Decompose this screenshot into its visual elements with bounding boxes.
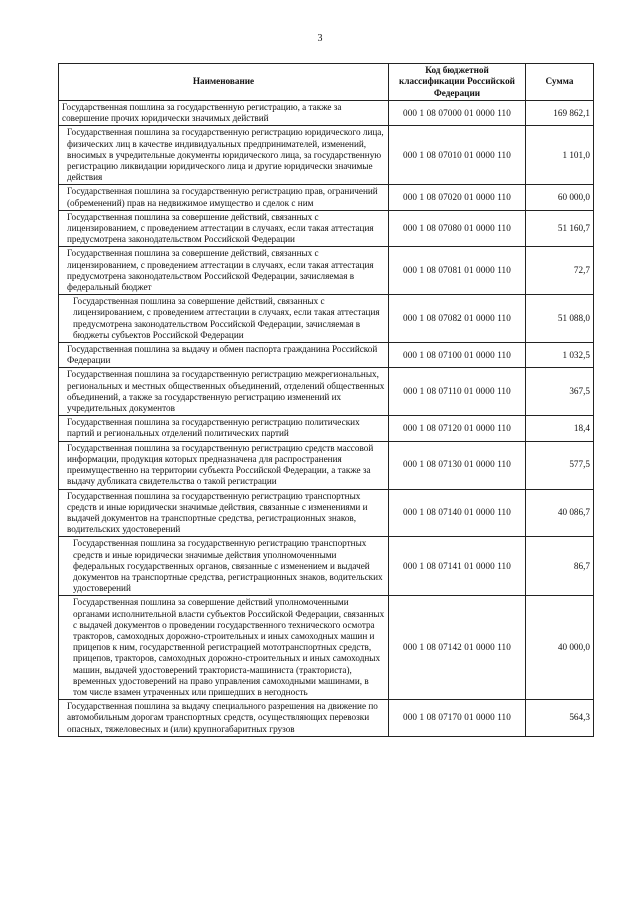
row-code: 000 1 08 07082 01 0000 110: [389, 295, 526, 343]
row-code: 000 1 08 07170 01 0000 110: [389, 700, 526, 737]
row-code: 000 1 08 07000 01 0000 110: [389, 101, 526, 126]
budget-revenue-table: [58, 63, 594, 737]
row-code: 000 1 08 07110 01 0000 110: [389, 368, 526, 416]
row-name: Государственная пошлина за государственную регистрацию транспортных средств и иные юридически значимые действия, связанные с изменениями и выдачей документов на транспортные средства, регистрационных знаков, водительских удостоверений: [59, 489, 389, 537]
row-name: Государственная пошлина за совершение действий, связанных с лицензированием, с проведением аттестации в случаях, если такая аттестация предусмотрена законодательством Российской Федерации, зачисляемая в федеральный бюджет: [59, 247, 389, 295]
row-sum: 40 000,0: [526, 596, 594, 700]
row-name: Государственная пошлина за выдачу специального разрешения на движение по автомобильным дорогам транспортных средств, осуществляющих перевозки опасных, тяжеловесных и (или) крупногабаритных грузов: [59, 700, 389, 737]
table-row: [59, 596, 594, 700]
row-name: Государственная пошлина за государственную регистрацию транспортных средств и иные юридически значимые действия уполномоченными федеральных государственных органов, связанные с изменением и выдачей документов на транспортные средства, регистрационных знаков, водительских удостоверений: [59, 537, 389, 596]
table-row: [59, 185, 594, 210]
row-code: 000 1 08 07120 01 0000 110: [389, 416, 526, 441]
row-sum: 51 160,7: [526, 210, 594, 247]
table-row: [59, 247, 594, 295]
table-row: [59, 368, 594, 416]
table-row: [59, 441, 594, 489]
row-sum: 564,3: [526, 700, 594, 737]
table-row: [59, 343, 594, 368]
table-row: [59, 489, 594, 537]
row-sum: 51 088,0: [526, 295, 594, 343]
row-sum: 1 032,5: [526, 343, 594, 368]
row-code: 000 1 08 07080 01 0000 110: [389, 210, 526, 247]
table-row: [59, 537, 594, 596]
table-row: [59, 210, 594, 247]
row-sum: 169 862,1: [526, 101, 594, 126]
row-name: Государственная пошлина за государственную регистрацию юридического лица, физических лиц в качестве индивидуальных предпринимателей, изменений, вносимых в учредительные документы юридического лица, за государственную регистрацию ликвидации юридического лица и другие юридически значимые действия: [59, 126, 389, 185]
row-code: 000 1 08 07020 01 0000 110: [389, 185, 526, 210]
row-code: 000 1 08 07100 01 0000 110: [389, 343, 526, 368]
row-sum: 40 086,7: [526, 489, 594, 537]
table-row: [59, 101, 594, 126]
row-name: Государственная пошлина за государственную регистрацию политических партий и региональных отделений политических партий: [59, 416, 389, 441]
header-code: Код бюджетной классификации Российской Федерации: [389, 64, 526, 101]
row-sum: 72,7: [526, 247, 594, 295]
row-code: 000 1 08 07142 01 0000 110: [389, 596, 526, 700]
row-name: Государственная пошлина за совершение действий, связанных с лицензированием, с проведением аттестации в случаях, если такая аттестация предусмотрена законодательством Российской Федерации: [59, 210, 389, 247]
row-sum: 1 101,0: [526, 126, 594, 185]
table-header-row: [59, 64, 594, 101]
row-sum: 577,5: [526, 441, 594, 489]
row-name: Государственная пошлина за совершение действий, связанных с лицензированием, с проведением аттестации в случаях, если такая аттестация предусмотрена законодательством Российской Федерации, зачисляемая в бюджеты субъектов Российской Федерации: [59, 295, 389, 343]
header-sum: Сумма: [526, 64, 594, 101]
table-row: [59, 700, 594, 737]
table-row: [59, 126, 594, 185]
table-row: [59, 416, 594, 441]
row-name: Государственная пошлина за выдачу и обмен паспорта гражданина Российской Федерации: [59, 343, 389, 368]
row-name: Государственная пошлина за государственную регистрацию средств массовой информации, продукция которых предназначена для распространения преимущественно на территории субъекта Российской Федерации, а также за выдачу дубликата свидетельства о такой регистрации: [59, 441, 389, 489]
row-name: Государственная пошлина за государственную регистрацию, а также за совершение прочих юридически значимых действий: [59, 101, 389, 126]
row-code: 000 1 08 07010 01 0000 110: [389, 126, 526, 185]
row-code: 000 1 08 07130 01 0000 110: [389, 441, 526, 489]
page-number: 3: [317, 33, 323, 44]
row-name: Государственная пошлина за совершение действий уполномоченными органами исполнительной власти субъектов Российской Федерации, связанных с выдачей документов о проведении государственного технического осмотра тракторов, самоходных дорожно-строительных и иных самоходных машин и прицепов к ним, государственной регистрацией мототранспортных средств, прицепов, тракторов, самоходных дорожно-строительных и иных самоходных машин, выдачей удостоверений тракториста-машиниста (тракториста), временных удостоверений на право управления самоходными машинами, в том числе взамен утраченных или пришедших в негодность: [59, 596, 389, 700]
row-sum: 367,5: [526, 368, 594, 416]
row-code: 000 1 08 07081 01 0000 110: [389, 247, 526, 295]
row-code: 000 1 08 07140 01 0000 110: [389, 489, 526, 537]
row-sum: 18,4: [526, 416, 594, 441]
row-sum: 60 000,0: [526, 185, 594, 210]
row-sum: 86,7: [526, 537, 594, 596]
row-name: Государственная пошлина за государственную регистрацию межрегиональных, региональных и местных общественных объединений, отделений общественных объединений, а также за государственную регистрацию изменений их учредительных документов: [59, 368, 389, 416]
row-name: Государственная пошлина за государственную регистрацию прав, ограничений (обременений) прав на недвижимое имущество и сделок с ним: [59, 185, 389, 210]
table-row: [59, 295, 594, 343]
header-name: Наименование: [59, 64, 389, 101]
table-body: [59, 101, 594, 737]
row-code: 000 1 08 07141 01 0000 110: [389, 537, 526, 596]
